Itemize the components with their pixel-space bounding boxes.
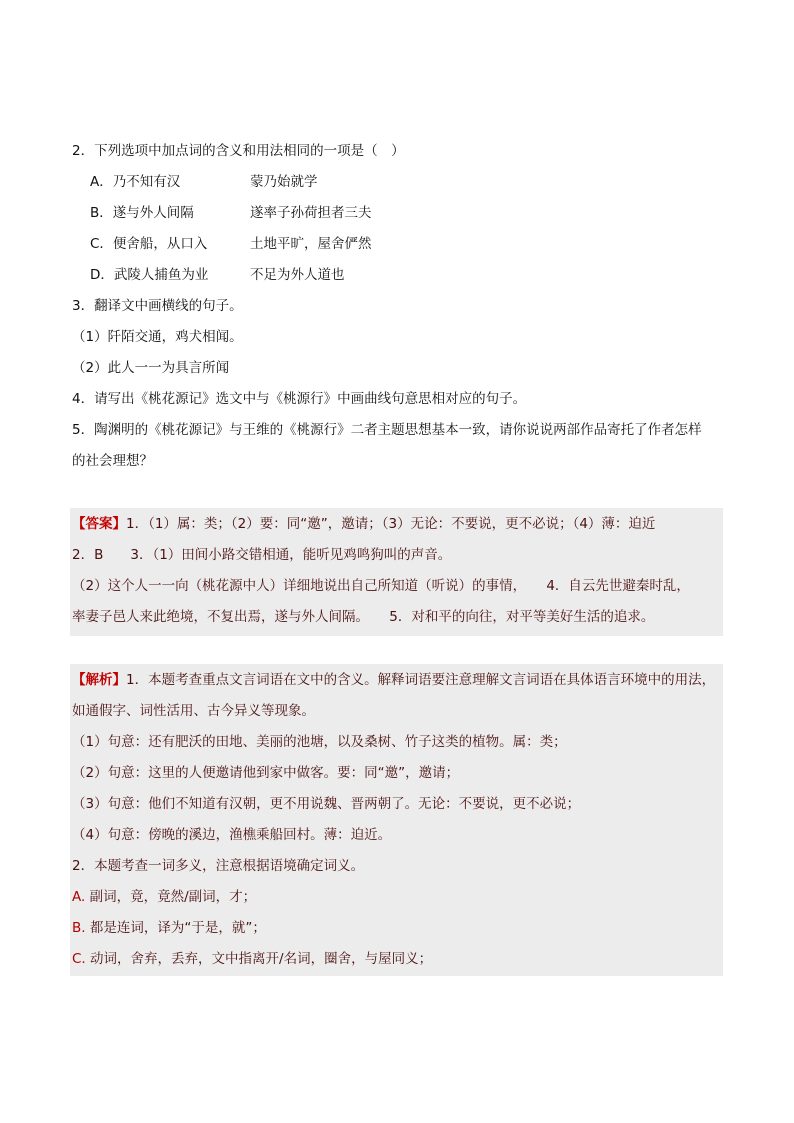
analysis-line-1: [72, 670, 715, 690]
option-b-right: 遂率子孙荷担者三夫: [250, 205, 372, 221]
analysis-line-5: （3）句意：他们不知道有汉朝，更不用说魏、晋两朝了。无论：不要说，更不必说；: [72, 796, 581, 812]
analysis-line-10: [72, 949, 432, 969]
analysis-line-4: （2）句意：这里的人便邀请他到家中做客。要：同“邀”，邀请；: [72, 765, 460, 781]
option-a-left: A．乃不知有汉: [90, 174, 181, 190]
answer-text-1: 1．（1）属：类；（2）要：同“邀”，邀请；（3）无论：不要说，更不必说；（4）薄：迫近: [126, 516, 656, 532]
option-label-b: B.: [72, 920, 86, 936]
question-2: 2．下列选项中加点词的含义和用法相同的一项是（ ）: [72, 143, 405, 159]
answer-line-1: [72, 514, 655, 534]
option-b-left: B．遂与外人间隔: [90, 205, 194, 221]
analysis-line-6: （4）句意：傍晚的溪边，渔樵乘船回村。薄：迫近。: [72, 827, 392, 843]
question-3-2: （2）此人一一为具言所闻: [72, 360, 230, 376]
option-label-c: C.: [72, 951, 86, 967]
analysis-line-8: [72, 887, 256, 907]
option-label-a: A.: [72, 889, 86, 905]
analysis-text-9: 都是连词，译为“于是，就”；: [89, 920, 266, 936]
option-c-right: 土地平旷，屋舍俨然: [250, 236, 372, 252]
question-4: 4．请写出《桃花源记》选文中与《桃源行》中画曲线句意思相对应的句子。: [72, 391, 527, 407]
analysis-line-3: （1）句意：还有肥沃的田地、美丽的池塘，以及桑树、竹子这类的植物。属：类；: [72, 734, 567, 750]
option-c-left: C．便舍船，从口入: [90, 236, 208, 252]
analysis-text-1: 1．本题考查重点文言词语在文中的含义。解释词语要注意理解文言词语在具体语言环境中的用法，: [126, 672, 716, 688]
analysis-line-2: 如通假字、词性活用、古今异义等现象。: [72, 703, 315, 719]
question-3: 3．翻译文中画横线的句子。: [72, 298, 243, 314]
answer-line-2: 2．B 3．（1）田间小路交错相通，能听见鸡鸣狗叫的声音。: [72, 547, 452, 563]
analysis-tag: 【解析】: [72, 672, 126, 688]
answer-line-4: 率妻子邑人来此绝境，不复出焉，遂与外人间隔。 5．对和平的向往，对平等美好生活的追求。: [72, 609, 655, 625]
analysis-text-8: 副词，竟，竟然/副词，才；: [89, 889, 257, 905]
answer-tag: 【答案】: [72, 516, 126, 532]
answer-line-3: （2）这个人一一向（桃花源中人）详细地说出自己所知道（听说）的事情， 4．自云先世避秦时乱，: [72, 578, 690, 594]
analysis-text-10: 动词，舍弃，丢弃，文中指离开/名词，圈舍，与屋同义；: [90, 951, 433, 967]
analysis-line-7: 2．本题考查一词多义，注意根据语境确定词义。: [72, 858, 365, 874]
option-d-right: 不足为外人道也: [250, 267, 345, 283]
question-3-1: （1）阡陌交通，鸡犬相闻。: [72, 329, 243, 345]
question-5-line2: 的社会理想？: [72, 453, 153, 469]
option-d-left: D．武陵人捕鱼为业: [90, 267, 209, 283]
option-a-right: 蒙乃始就学: [250, 174, 318, 190]
analysis-line-9: [72, 918, 266, 938]
question-5-line1: 5．陶渊明的《桃花源记》与王维的《桃源行》二者主题思想基本一致，请你说说两部作品寄托了作者怎样: [72, 422, 702, 438]
